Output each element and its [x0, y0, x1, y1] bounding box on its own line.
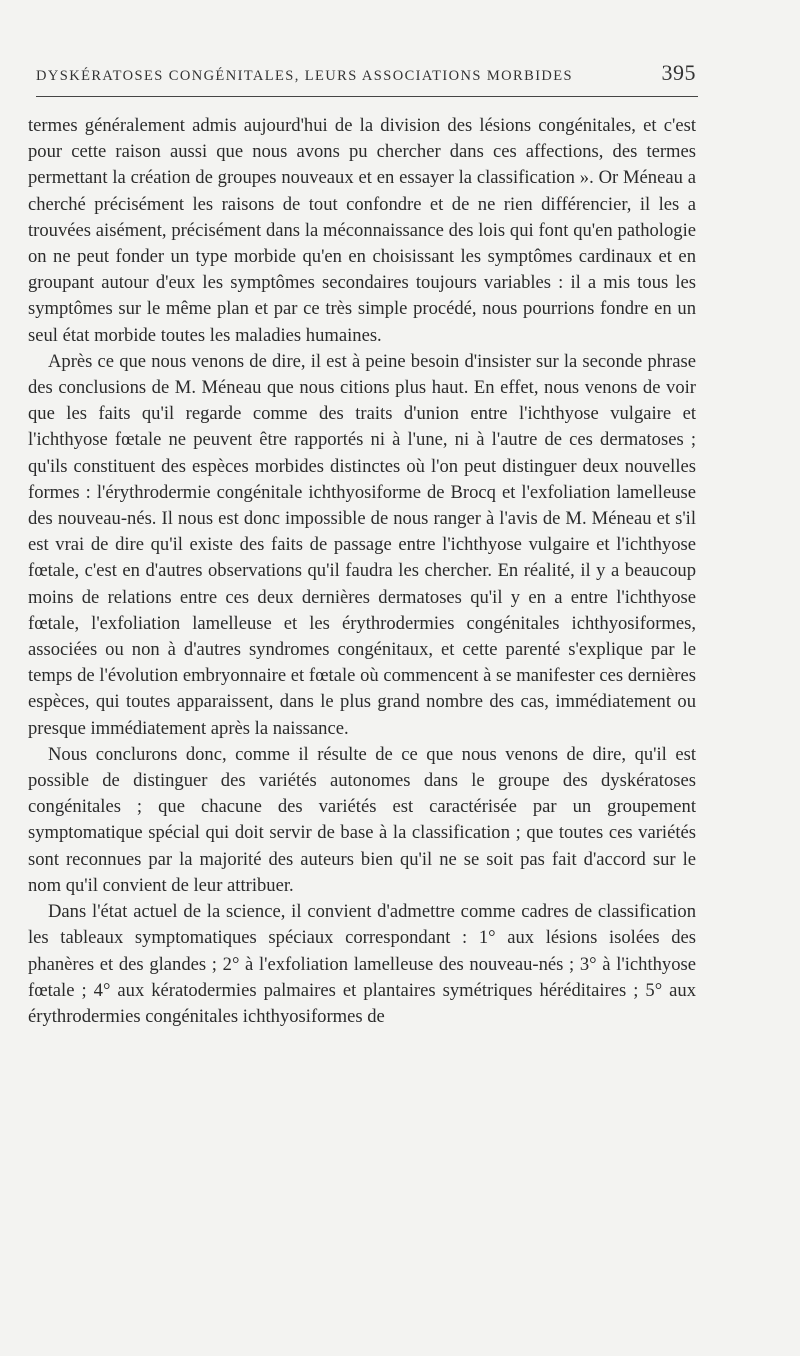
paragraph-4: Dans l'état actuel de la science, il convient d'admettre comme cadres de classification les tableaux symptomatiques spéciaux correspondant : 1° aux lésions isolées des phanères et des glandes ; 2° à l'exfoliation lamelleuse des nouveau-nés ; 3° à l'ichthyose fœtale ; 4° aux kératodermies palmaires et plantaires symétriques héréditaires ; 5° aux érythrodermies congénitales ichthyosiformes de — [28, 901, 696, 1027]
running-header — [28, 60, 696, 86]
running-title: DYSKÉRATOSES CONGÉNITALES, LEURS ASSOCIATIONS MORBIDES — [36, 68, 574, 84]
page-number: 395 — [661, 60, 696, 85]
paragraph-1: termes généralement admis aujourd'hui de la division des lésions congénitales, et c'est pour cette raison aussi que nous avons pu chercher dans ces affections, des termes permettant la création de groupes nouveaux et en essayer la classification ». Or Méneau a cherché précisément les raisons de tout confondre et de ne rien différencier, il les a trouvées aisément, précisément dans la méconnaissance des lois qui font qu'en pathologie on ne peut fonder un type morbide qu'en en choisissant les symptômes cardinaux et en groupant autour d'eux les symptômes secondaires toujours variables : il a mis tous les symptômes sur le même plan et par ce très simple procédé, nous pourrions fondre en un seul état morbide toutes les maladies humaines. — [28, 115, 696, 346]
paragraph-3: Nous conclurons donc, comme il résulte de ce que nous venons de dire, qu'il est possible de distinguer des variétés autonomes dans le groupe des dyskératoses congénitales ; que chacune des variétés est caractérisée par un groupement symptomatique spécial qui doit servir de base à la classification ; que toutes ces variétés sont reconnues par la majorité des auteurs bien qu'il ne se soit pas fait d'accord sur le nom qu'il convient de leur attribuer. — [28, 743, 696, 896]
body-text — [28, 113, 696, 1030]
paragraph-2: Après ce que nous venons de dire, il est à peine besoin d'insister sur la seconde phrase des conclusions de M. Méneau que nous citions plus haut. En effet, nous venons de voir que les faits qu'il regarde comme des traits d'union entre l'ichthyose vulgaire et l'ichthyose fœtale ne peuvent être rapportés ni à l'une, ni à l'autre de ces dermatoses ; qu'ils constituent des espèces morbides distinctes où l'on peut distinguer deux nouvelles formes : l'érythrodermie congénitale ichthyosiforme de Brocq et l'exfoliation lamelleuse des nouveau-nés. Il nous est donc impossible de nous ranger à l'avis de M. Méneau et s'il est vrai de dire qu'il existe des faits de passage entre l'ichthyose vulgaire et l'ichthyose fœtale, c'est en d'autres observations qu'il faudra les chercher. En réalité, il y a beaucoup moins de relations entre ces deux dernières dermatoses qu'il y en a entre l'ichthyose fœtale, l'exfoliation lamelleuse et les érythrodermies congénitales ichthyosiformes, associées ou non à d'autres syndromes congénitaux, et cette parenté s'explique par le temps de l'évolution embryonnaire et fœtale où commencent à se manifester ces dernières espèces, qui toutes apparaissent, dans le plus grand nombre des cas, immédiatement ou presque immédiatement après la naissance. — [28, 350, 696, 739]
book-page — [28, 60, 696, 1030]
header-rule — [36, 96, 698, 97]
